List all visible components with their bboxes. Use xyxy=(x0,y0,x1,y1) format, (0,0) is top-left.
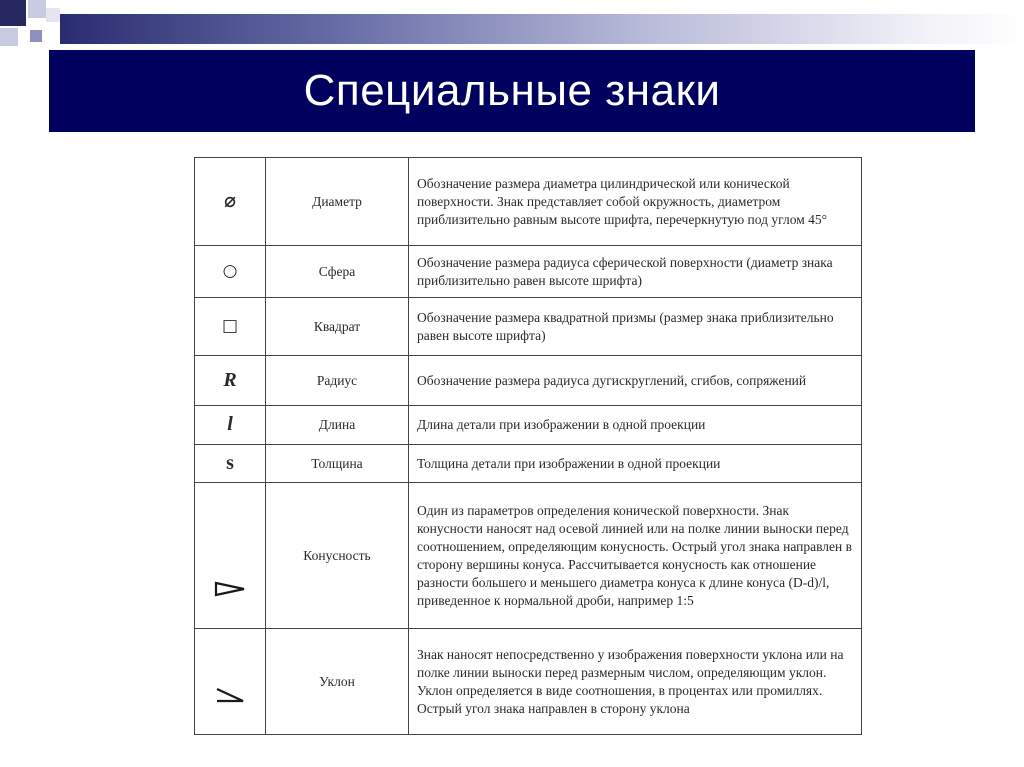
table-row xyxy=(195,158,862,246)
table-row xyxy=(195,298,862,356)
diameter-icon: ⌀ xyxy=(223,188,237,212)
decor-square xyxy=(0,0,26,26)
symbol-cell xyxy=(195,158,266,246)
description-cell: Обозначение размера квадратной призмы (размер знака приблизительно равен высоте шрифта) xyxy=(409,298,862,356)
symbol-cell xyxy=(195,298,266,356)
name-cell: Уклон xyxy=(266,629,409,735)
table-row xyxy=(195,445,862,483)
header-gradient-band xyxy=(60,14,1024,44)
description-cell: Обозначение размера диаметра цилиндрической или конической поверхности. Знак представляет собой окружность, диаметром приблизительно равным высоте шрифта, перечеркнутую под углом 45° xyxy=(409,158,862,246)
symbol-cell xyxy=(195,483,266,629)
slope-icon xyxy=(213,687,247,703)
description-cell: Толщина детали при изображении в одной проекции xyxy=(409,445,862,483)
symbol-cell xyxy=(195,406,266,445)
sphere-icon: ○ xyxy=(222,261,238,281)
description-cell: Обозначение размера радиуса дугискруглений, сгибов, сопряжений xyxy=(409,356,862,406)
name-cell: Длина xyxy=(266,406,409,445)
description-cell: Знак наносят непосредственно у изображения поверхности уклона или на полке линии выноски перед размерным числом, определяющим уклон. Уклон определяется в виде соотношения, в процентах или промиллях. Острый угол знака направлен в сторону уклона xyxy=(409,629,862,735)
symbol-cell xyxy=(195,246,266,298)
name-cell: Радиус xyxy=(266,356,409,406)
description-cell: Обозначение размера радиуса сферической поверхности (диаметр знака приблизительно равен высоте шрифта) xyxy=(409,246,862,298)
table-row xyxy=(195,629,862,735)
symbol-cell xyxy=(195,356,266,406)
description-cell: Длина детали при изображении в одной проекции xyxy=(409,406,862,445)
square-icon: □ xyxy=(221,316,239,336)
radius-icon: R xyxy=(223,368,237,391)
decor-square xyxy=(28,0,46,18)
slide-title-bar xyxy=(49,50,975,132)
description-cell: Один из параметров определения конической поверхности. Знак конусности наносят над осевой линией или на полке линии выноски перед соотношением, определяющим конусность. Острый угол знака направлен в сторону вершины конуса. Рассчитывается конусность как отношение разности большего и меньшего диаметра конуса к длине конуса (D-d)/l, приведенное к нормальной дроби, например 1:5 xyxy=(409,483,862,629)
table-row xyxy=(195,483,862,629)
special-signs-table xyxy=(194,157,862,735)
taper-icon xyxy=(213,581,247,597)
table-row xyxy=(195,356,862,406)
decor-square xyxy=(30,30,42,42)
name-cell: Конусность xyxy=(266,483,409,629)
name-cell: Квадрат xyxy=(266,298,409,356)
name-cell: Диаметр xyxy=(266,158,409,246)
table-row xyxy=(195,246,862,298)
slide-title: Специальные знаки xyxy=(303,66,721,115)
name-cell: Сфера xyxy=(266,246,409,298)
thickness-icon: s xyxy=(226,451,234,474)
table-row xyxy=(195,406,862,445)
length-icon: l xyxy=(227,413,233,435)
name-cell: Толщина xyxy=(266,445,409,483)
decor-square xyxy=(46,8,60,22)
symbol-cell xyxy=(195,445,266,483)
decor-square xyxy=(0,28,18,46)
symbol-cell xyxy=(195,629,266,735)
